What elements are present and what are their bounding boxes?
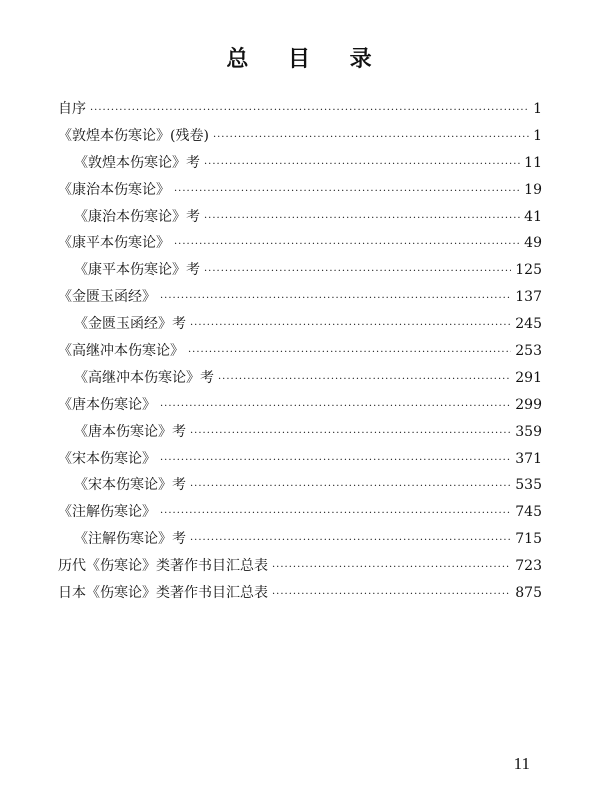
dot-leader — [204, 206, 520, 233]
toc-entry — [58, 284, 542, 311]
toc-entry-page: 371 — [515, 450, 542, 467]
toc-entry — [58, 311, 542, 338]
dot-leader — [160, 501, 511, 528]
toc-entry-title: 日本《伤寒论》类著作书目汇总表 — [58, 585, 268, 602]
toc-entry — [58, 96, 542, 123]
page-number: 11 — [513, 754, 530, 773]
dot-leader — [160, 448, 511, 475]
toc-entry-title: 《敦煌本伤寒论》(残卷) — [58, 127, 209, 144]
toc-entry-page: 41 — [524, 208, 542, 225]
dot-leader — [174, 232, 520, 259]
toc-entry-page: 535 — [515, 477, 542, 494]
toc-entry-page: 715 — [515, 531, 542, 548]
dot-leader — [90, 98, 529, 125]
dot-leader — [188, 340, 511, 367]
toc-entry-title: 《康平本伤寒论》考 — [74, 262, 200, 279]
toc-entry — [58, 230, 542, 257]
dot-leader — [174, 179, 520, 206]
toc-entry — [58, 472, 542, 499]
page-title: 总 目 录 — [226, 47, 388, 72]
toc-entry — [58, 526, 542, 553]
toc-entry-page: 19 — [524, 181, 542, 198]
toc-entry-title: 《敦煌本伤寒论》考 — [74, 154, 200, 171]
dot-leader — [213, 125, 529, 152]
toc-entry — [58, 553, 542, 580]
toc-entry — [58, 365, 542, 392]
toc-entry-title: 《康治本伤寒论》 — [58, 181, 170, 198]
toc-entry — [58, 392, 542, 419]
toc-entry-page: 137 — [515, 289, 542, 306]
toc-entry — [58, 177, 542, 204]
toc-entry-title: 《宋本伤寒论》 — [58, 450, 156, 467]
dot-leader — [204, 259, 511, 286]
dot-leader — [190, 474, 511, 501]
toc-entry-page: 49 — [524, 235, 542, 252]
toc-entry-title: 自序 — [58, 101, 86, 117]
dot-leader — [160, 394, 511, 421]
dot-leader — [218, 367, 511, 394]
toc-entry-page: 875 — [515, 585, 542, 602]
dot-leader — [160, 286, 511, 313]
toc-entry — [58, 150, 542, 177]
toc-entry — [58, 446, 542, 473]
dot-leader — [272, 582, 511, 609]
toc-entry-page: 745 — [515, 504, 542, 521]
table-of-contents — [58, 96, 542, 607]
toc-entry — [58, 499, 542, 526]
toc-entry-page: 1 — [533, 127, 542, 144]
toc-entry — [58, 123, 542, 150]
toc-entry-title: 《宋本伤寒论》考 — [74, 477, 186, 494]
toc-entry-title: 《注解伤寒论》考 — [74, 531, 186, 548]
toc-entry-page: 291 — [515, 369, 542, 386]
toc-entry — [58, 204, 542, 231]
toc-entry-page: 11 — [524, 154, 542, 171]
toc-entry — [58, 257, 542, 284]
toc-entry-title: 《注解伤寒论》 — [58, 504, 156, 521]
dot-leader — [190, 421, 511, 448]
toc-entry-page: 125 — [515, 262, 542, 279]
toc-entry-title: 《金匮玉函经》 — [58, 289, 156, 306]
toc-entry — [58, 580, 542, 607]
toc-entry-title: 《高继冲本伤寒论》 — [58, 343, 184, 360]
toc-entry — [58, 338, 542, 365]
toc-entry-title: 《唐本伤寒论》考 — [74, 423, 186, 440]
toc-entry-page: 253 — [515, 343, 542, 360]
dot-leader — [190, 528, 511, 555]
dot-leader — [190, 313, 511, 340]
toc-entry-page: 1 — [533, 101, 542, 117]
dot-leader — [204, 152, 520, 179]
toc-entry-title: 《唐本伤寒论》 — [58, 396, 156, 413]
toc-entry-page: 299 — [515, 396, 542, 413]
toc-entry-page: 723 — [515, 558, 542, 575]
toc-entry-title: 《康治本伤寒论》考 — [74, 208, 200, 225]
toc-entry — [58, 419, 542, 446]
dot-leader — [272, 555, 511, 582]
toc-entry-title: 《康平本伤寒论》 — [58, 235, 170, 252]
toc-entry-title: 《高继冲本伤寒论》考 — [74, 369, 214, 386]
toc-entry-page: 359 — [515, 423, 542, 440]
toc-entry-page: 245 — [515, 316, 542, 333]
toc-entry-title: 历代《伤寒论》类著作书目汇总表 — [58, 558, 268, 575]
toc-entry-title: 《金匮玉函经》考 — [74, 316, 186, 333]
